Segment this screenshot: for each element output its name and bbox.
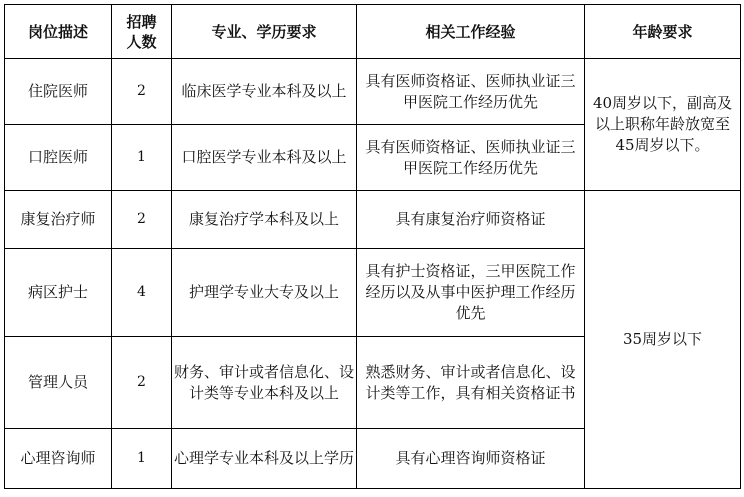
header-position: 岗位描述	[5, 5, 112, 59]
cell-experience: 具有心理咨询师资格证	[357, 429, 585, 489]
cell-experience: 具有医师资格证、医师执业证三甲医院工作经历优先	[357, 59, 585, 125]
cell-count: 4	[112, 249, 172, 337]
recruitment-table-container	[4, 4, 741, 489]
cell-education: 心理学专业本科及以上学历	[172, 429, 357, 489]
cell-education: 财务、审计或者信息化、设计类等专业本科及以上	[172, 337, 357, 429]
cell-position: 康复治疗师	[5, 191, 112, 249]
cell-count: 2	[112, 191, 172, 249]
header-experience: 相关工作经验	[357, 5, 585, 59]
header-age: 年龄要求	[585, 5, 741, 59]
table-header-row	[5, 5, 741, 59]
cell-position: 住院医师	[5, 59, 112, 125]
cell-age-others: 35周岁以下	[585, 191, 741, 489]
recruitment-table	[4, 4, 741, 489]
cell-position: 病区护士	[5, 249, 112, 337]
cell-education: 口腔医学专业本科及以上	[172, 125, 357, 191]
table-row	[5, 191, 741, 249]
table-row	[5, 59, 741, 125]
header-count: 招聘人数	[112, 5, 172, 59]
cell-position: 管理人员	[5, 337, 112, 429]
cell-experience: 具有康复治疗师资格证	[357, 191, 585, 249]
cell-education: 护理学专业大专及以上	[172, 249, 357, 337]
header-education: 专业、学历要求	[172, 5, 357, 59]
cell-experience: 熟悉财务、审计或者信息化、设计类等工作，具有相关资格证书	[357, 337, 585, 429]
cell-count: 2	[112, 59, 172, 125]
cell-education: 康复治疗学本科及以上	[172, 191, 357, 249]
cell-experience: 具有护士资格证，三甲医院工作经历以及从事中医护理工作经历优先	[357, 249, 585, 337]
cell-age-doctors: 40周岁以下，副高及以上职称年龄放宽至45周岁以下。	[585, 59, 741, 191]
cell-count: 2	[112, 337, 172, 429]
cell-education: 临床医学专业本科及以上	[172, 59, 357, 125]
cell-experience: 具有医师资格证、医师执业证三甲医院工作经历优先	[357, 125, 585, 191]
cell-position: 心理咨询师	[5, 429, 112, 489]
cell-count: 1	[112, 125, 172, 191]
cell-position: 口腔医师	[5, 125, 112, 191]
cell-count: 1	[112, 429, 172, 489]
